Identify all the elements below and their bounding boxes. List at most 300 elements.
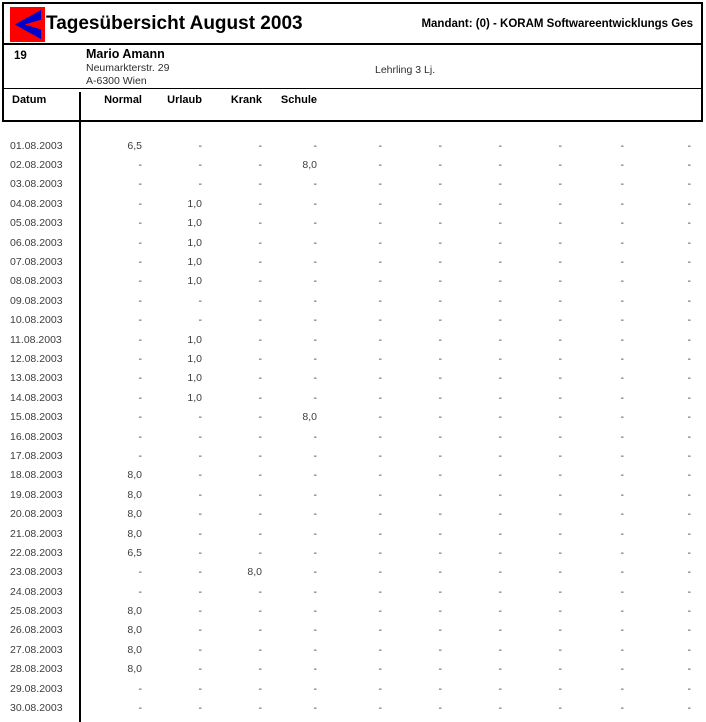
title-bar xyxy=(4,4,701,45)
value-cell: - xyxy=(313,430,317,443)
value-cell: - xyxy=(138,197,142,210)
value-cell: - xyxy=(438,663,442,676)
column-header-row xyxy=(4,89,701,120)
value-cell: - xyxy=(438,430,442,443)
value-cell: - xyxy=(558,159,562,172)
value-cell: - xyxy=(558,663,562,676)
value-cell: - xyxy=(687,663,691,676)
value-cell: - xyxy=(558,294,562,307)
value-cell: - xyxy=(378,391,382,404)
value-cell: - xyxy=(558,178,562,191)
value-cell: - xyxy=(198,663,202,676)
value-cell: - xyxy=(138,159,142,172)
value-cell: 6,5 xyxy=(127,546,142,559)
table-row xyxy=(2,446,706,465)
value-cell: - xyxy=(498,527,502,540)
table-row xyxy=(2,640,706,659)
value-cell: - xyxy=(558,605,562,618)
value-cell: - xyxy=(438,508,442,521)
value-cell: - xyxy=(313,256,317,269)
value-cell: - xyxy=(438,159,442,172)
value-cell: - xyxy=(313,372,317,385)
value-cell: - xyxy=(313,469,317,482)
value-cell: - xyxy=(258,682,262,695)
value-cell: - xyxy=(378,275,382,288)
value-cell: - xyxy=(378,624,382,637)
value-cell: - xyxy=(687,236,691,249)
value-cell: - xyxy=(198,430,202,443)
value-cell: - xyxy=(198,508,202,521)
value-cell: - xyxy=(138,372,142,385)
value-cell: 8,0 xyxy=(127,624,142,637)
report-header xyxy=(2,2,703,122)
value-cell: - xyxy=(620,314,624,327)
value-cell: - xyxy=(687,488,691,501)
value-cell: - xyxy=(378,643,382,656)
value-cell: - xyxy=(620,546,624,559)
value-cell: - xyxy=(498,372,502,385)
value-cell: - xyxy=(198,314,202,327)
value-cell: - xyxy=(438,236,442,249)
report-page xyxy=(0,2,706,722)
value-cell: - xyxy=(558,527,562,540)
value-cell: - xyxy=(558,333,562,346)
value-cell: - xyxy=(498,275,502,288)
date-cell: 01.08.2003 xyxy=(10,139,63,152)
table-row xyxy=(2,349,706,368)
value-cell: 8,0 xyxy=(302,159,317,172)
value-cell: - xyxy=(498,546,502,559)
employee-role: Lehrling 3 Lj. xyxy=(375,64,436,76)
value-cell: - xyxy=(687,275,691,288)
value-cell: - xyxy=(620,391,624,404)
value-cell: 8,0 xyxy=(302,411,317,424)
value-cell: - xyxy=(258,605,262,618)
value-cell: - xyxy=(620,682,624,695)
value-cell: - xyxy=(138,314,142,327)
table-row xyxy=(2,407,706,426)
value-cell: 1,0 xyxy=(187,352,202,365)
value-cell: 1,0 xyxy=(187,256,202,269)
value-cell: - xyxy=(687,178,691,191)
date-cell: 12.08.2003 xyxy=(10,352,63,365)
table-row xyxy=(2,330,706,349)
value-cell: 1,0 xyxy=(187,372,202,385)
value-cell: - xyxy=(558,702,562,715)
value-cell: - xyxy=(438,527,442,540)
value-cell: - xyxy=(687,372,691,385)
value-cell: - xyxy=(687,702,691,715)
value-cell: - xyxy=(198,139,202,152)
date-cell: 29.08.2003 xyxy=(10,682,63,695)
value-cell: - xyxy=(313,391,317,404)
column-header-datum: Datum xyxy=(12,94,47,106)
value-cell: - xyxy=(138,275,142,288)
table-row xyxy=(2,272,706,291)
value-cell: - xyxy=(620,430,624,443)
value-cell: - xyxy=(620,159,624,172)
value-cell: - xyxy=(558,411,562,424)
value-cell: - xyxy=(313,139,317,152)
value-cell: - xyxy=(378,702,382,715)
value-cell: - xyxy=(138,430,142,443)
value-cell: - xyxy=(620,585,624,598)
value-cell: - xyxy=(687,566,691,579)
mandant-label: Mandant: (0) - KORAM Softwareentwicklungs Ges xyxy=(421,17,693,30)
value-cell: 8,0 xyxy=(127,527,142,540)
value-cell: - xyxy=(558,236,562,249)
value-cell: - xyxy=(198,585,202,598)
value-cell: - xyxy=(438,294,442,307)
value-cell: - xyxy=(687,411,691,424)
value-cell: 8,0 xyxy=(127,605,142,618)
date-cell: 24.08.2003 xyxy=(10,585,63,598)
value-cell: - xyxy=(378,294,382,307)
value-cell: - xyxy=(198,411,202,424)
table-row xyxy=(2,369,706,388)
value-cell: - xyxy=(620,372,624,385)
value-cell: - xyxy=(378,372,382,385)
value-cell: - xyxy=(138,217,142,230)
value-cell: - xyxy=(378,139,382,152)
value-cell: - xyxy=(620,178,624,191)
value-cell: - xyxy=(313,508,317,521)
value-cell: 8,0 xyxy=(127,663,142,676)
value-cell: - xyxy=(558,488,562,501)
value-cell: - xyxy=(438,624,442,637)
date-cell: 20.08.2003 xyxy=(10,508,63,521)
value-cell: - xyxy=(687,314,691,327)
value-cell: - xyxy=(620,566,624,579)
value-cell: - xyxy=(498,159,502,172)
value-cell: - xyxy=(198,469,202,482)
date-cell: 09.08.2003 xyxy=(10,294,63,307)
value-cell: 8,0 xyxy=(247,566,262,579)
value-cell: - xyxy=(378,333,382,346)
value-cell: - xyxy=(258,411,262,424)
value-cell: - xyxy=(438,411,442,424)
value-cell: - xyxy=(620,294,624,307)
value-cell: - xyxy=(258,352,262,365)
value-cell: - xyxy=(313,702,317,715)
value-cell: - xyxy=(313,314,317,327)
value-cell: - xyxy=(258,508,262,521)
value-cell: 1,0 xyxy=(187,333,202,346)
value-cell: - xyxy=(378,508,382,521)
value-cell: - xyxy=(198,624,202,637)
value-cell: - xyxy=(258,449,262,462)
value-cell: - xyxy=(313,585,317,598)
value-cell: - xyxy=(438,605,442,618)
value-cell: - xyxy=(258,702,262,715)
value-cell: - xyxy=(378,352,382,365)
value-cell: - xyxy=(620,236,624,249)
value-cell: - xyxy=(498,663,502,676)
value-cell: 6,5 xyxy=(127,139,142,152)
value-cell: - xyxy=(558,682,562,695)
value-cell: - xyxy=(378,159,382,172)
value-cell: - xyxy=(620,643,624,656)
value-cell: - xyxy=(313,682,317,695)
value-cell: - xyxy=(558,566,562,579)
value-cell: - xyxy=(378,566,382,579)
value-cell: - xyxy=(498,139,502,152)
column-header-krank: Krank xyxy=(230,94,262,106)
value-cell: - xyxy=(620,663,624,676)
value-cell: - xyxy=(558,430,562,443)
value-cell: - xyxy=(258,314,262,327)
value-cell: - xyxy=(258,663,262,676)
value-cell: - xyxy=(687,508,691,521)
value-cell: - xyxy=(438,469,442,482)
value-cell: - xyxy=(138,411,142,424)
value-cell: - xyxy=(438,372,442,385)
value-cell: - xyxy=(687,197,691,210)
value-cell: - xyxy=(378,546,382,559)
value-cell: - xyxy=(620,449,624,462)
value-cell: - xyxy=(378,605,382,618)
employee-address-block xyxy=(86,47,169,88)
value-cell: - xyxy=(498,391,502,404)
value-cell: - xyxy=(378,663,382,676)
value-cell: - xyxy=(258,197,262,210)
value-cell: - xyxy=(620,488,624,501)
value-cell: - xyxy=(687,643,691,656)
value-cell: - xyxy=(198,643,202,656)
date-cell: 22.08.2003 xyxy=(10,546,63,559)
date-cell: 13.08.2003 xyxy=(10,372,63,385)
value-cell: - xyxy=(498,314,502,327)
table-row xyxy=(2,427,706,446)
value-cell: 8,0 xyxy=(127,488,142,501)
value-cell: - xyxy=(620,605,624,618)
value-cell: - xyxy=(258,527,262,540)
value-cell: - xyxy=(687,139,691,152)
value-cell: - xyxy=(558,197,562,210)
value-cell: - xyxy=(313,546,317,559)
table-row xyxy=(2,543,706,562)
table-row xyxy=(2,194,706,213)
value-cell: - xyxy=(558,275,562,288)
table-row xyxy=(2,504,706,523)
date-cell: 17.08.2003 xyxy=(10,449,63,462)
table-row xyxy=(2,621,706,640)
value-cell: - xyxy=(498,411,502,424)
table-row xyxy=(2,388,706,407)
value-cell: - xyxy=(198,682,202,695)
value-cell: - xyxy=(687,449,691,462)
value-cell: - xyxy=(258,643,262,656)
date-cell: 07.08.2003 xyxy=(10,256,63,269)
value-cell: - xyxy=(498,682,502,695)
value-cell: - xyxy=(498,508,502,521)
value-cell: - xyxy=(558,256,562,269)
value-cell: - xyxy=(378,488,382,501)
value-cell: - xyxy=(687,624,691,637)
value-cell: - xyxy=(620,139,624,152)
value-cell: - xyxy=(258,236,262,249)
date-cell: 30.08.2003 xyxy=(10,702,63,715)
value-cell: - xyxy=(438,314,442,327)
value-cell: - xyxy=(198,566,202,579)
value-cell: - xyxy=(138,236,142,249)
value-cell: - xyxy=(378,469,382,482)
value-cell: - xyxy=(687,352,691,365)
value-cell: - xyxy=(378,314,382,327)
value-cell: - xyxy=(198,159,202,172)
value-cell: - xyxy=(438,702,442,715)
value-cell: - xyxy=(498,585,502,598)
table-row xyxy=(2,698,706,717)
table-row xyxy=(2,214,706,233)
table-row xyxy=(2,233,706,252)
value-cell: - xyxy=(313,294,317,307)
table-row xyxy=(2,563,706,582)
value-cell: - xyxy=(438,197,442,210)
value-cell: - xyxy=(313,352,317,365)
value-cell: - xyxy=(438,449,442,462)
value-cell: - xyxy=(258,585,262,598)
value-cell: - xyxy=(438,391,442,404)
value-cell: - xyxy=(558,508,562,521)
value-cell: - xyxy=(313,663,317,676)
value-cell: - xyxy=(438,275,442,288)
value-cell: - xyxy=(198,488,202,501)
column-header-urlaub: Urlaub xyxy=(167,94,202,106)
table-row xyxy=(2,601,706,620)
value-cell: - xyxy=(498,256,502,269)
datum-column-divider xyxy=(79,92,81,722)
value-cell: - xyxy=(313,449,317,462)
value-cell: - xyxy=(620,197,624,210)
value-cell: - xyxy=(258,159,262,172)
value-cell: - xyxy=(620,333,624,346)
value-cell: - xyxy=(558,449,562,462)
value-cell: - xyxy=(558,643,562,656)
value-cell: - xyxy=(498,702,502,715)
value-cell: - xyxy=(687,605,691,618)
date-cell: 11.08.2003 xyxy=(10,333,62,346)
date-cell: 06.08.2003 xyxy=(10,236,63,249)
value-cell: - xyxy=(313,643,317,656)
column-header-normal: Normal xyxy=(104,94,142,106)
table-row xyxy=(2,660,706,679)
employee-city: A-6300 Wien xyxy=(86,75,147,87)
value-cell: - xyxy=(558,546,562,559)
value-cell: - xyxy=(378,682,382,695)
table-row xyxy=(2,485,706,504)
table-body xyxy=(0,122,706,718)
value-cell: - xyxy=(558,217,562,230)
value-cell: - xyxy=(438,217,442,230)
value-cell: - xyxy=(258,469,262,482)
value-cell: - xyxy=(438,682,442,695)
value-cell: - xyxy=(138,391,142,404)
value-cell: - xyxy=(313,197,317,210)
value-cell: - xyxy=(620,217,624,230)
value-cell: - xyxy=(558,469,562,482)
value-cell: 1,0 xyxy=(187,275,202,288)
value-cell: - xyxy=(313,275,317,288)
value-cell: - xyxy=(438,488,442,501)
value-cell: - xyxy=(498,178,502,191)
value-cell: - xyxy=(378,256,382,269)
value-cell: - xyxy=(438,178,442,191)
value-cell: - xyxy=(558,314,562,327)
value-cell: 1,0 xyxy=(187,236,202,249)
value-cell: 1,0 xyxy=(187,217,202,230)
value-cell: - xyxy=(378,411,382,424)
value-cell: - xyxy=(498,605,502,618)
value-cell: - xyxy=(198,527,202,540)
value-cell: - xyxy=(313,624,317,637)
date-cell: 27.08.2003 xyxy=(10,643,63,656)
date-cell: 21.08.2003 xyxy=(10,527,63,540)
value-cell: - xyxy=(438,139,442,152)
value-cell: - xyxy=(313,605,317,618)
value-cell: - xyxy=(378,585,382,598)
value-cell: - xyxy=(258,256,262,269)
table-row xyxy=(2,466,706,485)
value-cell: - xyxy=(258,217,262,230)
value-cell: - xyxy=(258,488,262,501)
table-row xyxy=(2,582,706,601)
value-cell: - xyxy=(138,294,142,307)
value-cell: - xyxy=(138,702,142,715)
value-cell: - xyxy=(558,352,562,365)
value-cell: - xyxy=(498,333,502,346)
table-row xyxy=(2,155,706,174)
value-cell: - xyxy=(378,449,382,462)
value-cell: - xyxy=(198,546,202,559)
value-cell: - xyxy=(438,546,442,559)
value-cell: - xyxy=(378,527,382,540)
value-cell: - xyxy=(258,139,262,152)
table-row xyxy=(2,175,706,194)
value-cell: - xyxy=(138,333,142,346)
value-cell: - xyxy=(687,391,691,404)
value-cell: - xyxy=(498,566,502,579)
value-cell: - xyxy=(620,624,624,637)
value-cell: - xyxy=(558,372,562,385)
koram-chevron-logo-icon xyxy=(10,7,45,42)
value-cell: - xyxy=(687,256,691,269)
value-cell: 1,0 xyxy=(187,391,202,404)
value-cell: - xyxy=(438,566,442,579)
value-cell: - xyxy=(378,217,382,230)
date-cell: 28.08.2003 xyxy=(10,663,63,676)
employee-name: Mario Amann xyxy=(86,47,165,61)
value-cell: - xyxy=(620,275,624,288)
table-row xyxy=(2,679,706,698)
value-cell: - xyxy=(258,178,262,191)
date-cell: 19.08.2003 xyxy=(10,488,63,501)
value-cell: - xyxy=(313,566,317,579)
value-cell: - xyxy=(687,546,691,559)
value-cell: - xyxy=(378,430,382,443)
date-cell: 04.08.2003 xyxy=(10,197,63,210)
value-cell: - xyxy=(558,624,562,637)
date-cell: 23.08.2003 xyxy=(10,566,63,579)
value-cell: - xyxy=(620,411,624,424)
value-cell: - xyxy=(687,585,691,598)
value-cell: - xyxy=(378,178,382,191)
date-cell: 05.08.2003 xyxy=(10,217,63,230)
date-cell: 03.08.2003 xyxy=(10,178,63,191)
value-cell: 1,0 xyxy=(187,197,202,210)
value-cell: - xyxy=(620,352,624,365)
value-cell: - xyxy=(498,469,502,482)
